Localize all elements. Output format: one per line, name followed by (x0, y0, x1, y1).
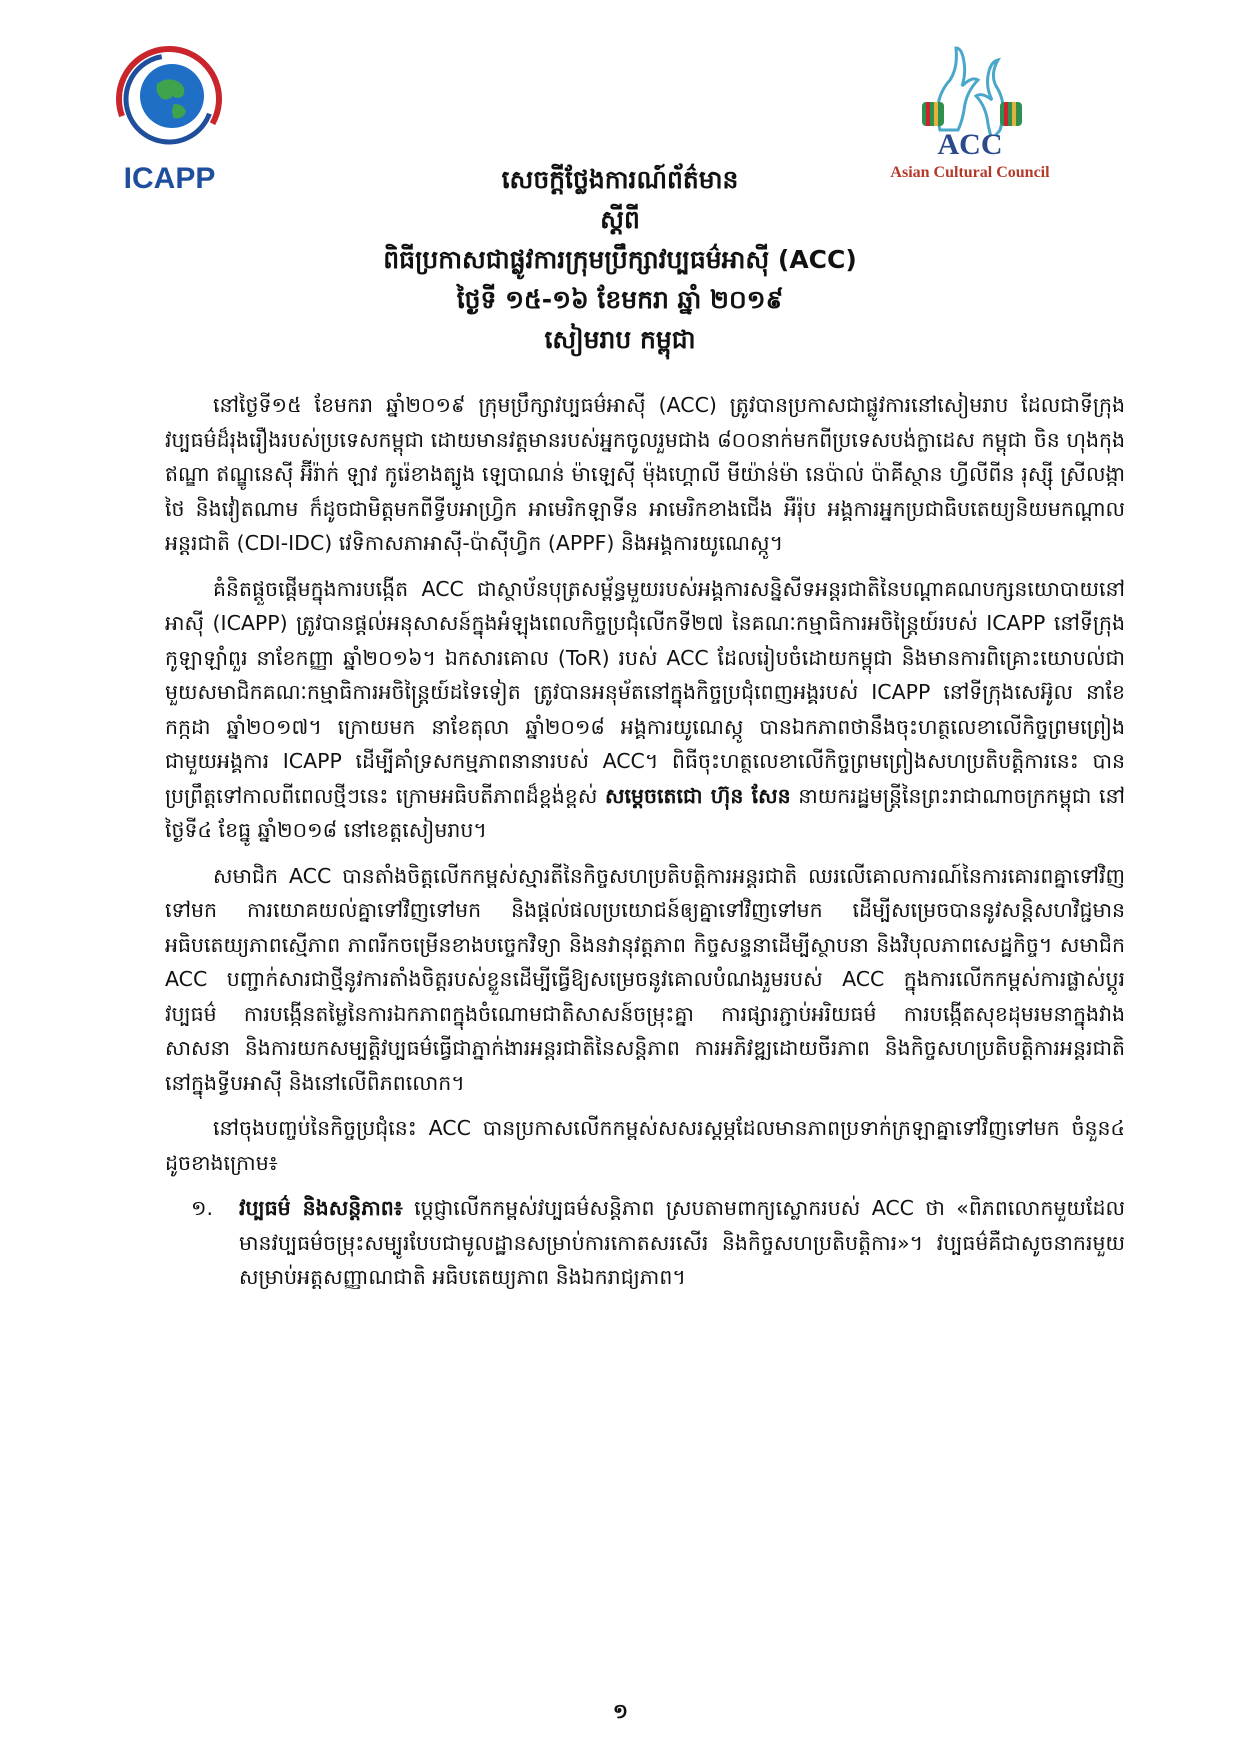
list-item (191, 1191, 1125, 1295)
pillars-list (165, 1191, 1125, 1295)
paragraph-3-text: សមាជិក ACC បានតាំងចិត្តលើកកម្ពស់ស្មារតីនៃកិច្ចសហប្រតិបត្តិការអន្តរជាតិ ឈរលើគោលការណ៍នៃការគោរពគ្នាទៅវិញទៅមក ការយោគយល់គ្នាទៅវិញទៅមក និងផ្តល់ផលប្រយោជន៍ឲ្យគ្នាទៅវិញទៅមក ដើម្បីសម្រេចបាននូវសន្តិសហវិជ្ជមាន អធិបតេយ្យភាពស្មើភាព ភាពរីកចម្រើនខាងបច្ចេកវិទ្យា និងនវានុវត្តភាព កិច្ចសន្ទនាដើម្បីស្ថាបនា និងវិបុលភាពសេដ្ឋកិច្ច។ សមាជិក ACC បញ្ជាក់សារជាថ្មីនូវការតាំងចិត្តរបស់ខ្លួនដើម្បីធ្វើឱ្យសម្រេចនូវគោលបំណងរួមរបស់ ACC ក្នុងការលើកកម្ពស់ការផ្លាស់ប្តូរវប្បធម៌ ការបង្កើនតម្លៃនៃការឯកភាពក្នុងចំណោមជាតិសាសន៍ចម្រុះគ្នា ការផ្សារភ្ជាប់អរិយធម៌ ការបង្កើតសុខដុមរមនាក្នុងវាងសាសនា និងការយកសម្បត្តិវប្បធម៌ធ្វើជាភ្នាក់ងារអន្តរជាតិនៃសន្តិភាព ការអភិវឌ្ឍដោយចីរភាព និងកិច្ចសហប្រតិបត្តិការអន្តរជាតិនៅក្នុងទ្វីបអាស៊ី និងនៅលើពិភពលោក។ (165, 863, 1125, 1095)
paragraph-4 (165, 1111, 1125, 1180)
document-heading (180, 160, 1060, 360)
paragraph-2-text-b: នាយករដ្ឋមន្ត្រីនៃព្រះរាជាណាចក្រកម្ពុជា នៅថ្ងៃទី៤ ខែធ្នូ ឆ្នាំ២០១៨ នៅខេត្តសៀមរាប។ (165, 783, 1125, 842)
heading-line-5: សៀមរាប កម្ពុជា (544, 325, 696, 354)
acc-logo-subtitle: Asian Cultural Council (890, 164, 1050, 181)
paragraph-2-bold-name: សម្តេចតេជោ ហ៊ុន សែន (604, 783, 791, 808)
list-item-number: ១. (191, 1196, 214, 1220)
paragraph-2-text-a: គំនិតផ្តួចផ្តើមក្នុងការបង្កើត ACC ជាស្ថាប័នបុត្រសម្ព័ន្ធមួយរបស់អង្គការសន្និសីទអន្តរជាតិនៃបណ្តាគណបក្សនយោបាយនៅអាស៊ី (ICAPP) ត្រូវបានផ្តល់អនុសាសន៍ក្នុងអំឡុងពេលកិច្ចប្រជុំលើកទី២៧ នៃគណៈកម្មាធិការអចិន្ត្រៃយ៍របស់ ICAPP នៅទីក្រុងកូឡាឡាំពួរ នាខែកញ្ញា ឆ្នាំ២០១៦។ ឯកសារគោល (ToR) របស់ ACC ដែលរៀបចំដោយកម្ពុជា និងមានការពិគ្រោះយោបល់ជាមួយសមាជិកគណៈកម្មាធិការអចិន្ត្រៃយ៍ដទៃទៀត ត្រូវបានអនុម័តនៅក្នុងកិច្ចប្រជុំពេញអង្គរបស់ ICAPP នៅទីក្រុងសេអ៊ូល នាខែកក្កដា ឆ្នាំ២០១៧។ ក្រោយមក នាខែតុលា ឆ្នាំ២០១៨ អង្គការយូណេស្កូ បានឯកភាពថានឹងចុះហត្ថលេខាលើកិច្ចព្រមព្រៀង ជាមួយអង្គការ ICAPP ដើម្បីគាំទ្រសកម្មភាពនានារបស់ ACC។ ពិធីចុះហត្ថលេខាលើកិច្ចព្រមព្រៀងសហប្រតិបត្តិការនេះ បានប្រព្រឹត្តទៅកាលពីពេលថ្មីៗនេះ ក្រោមអធិបតីភាពដ៏ខ្ពង់ខ្ពស់ (165, 576, 1125, 808)
paragraph-4-text: នៅចុងបញ្ចប់នៃកិច្ចប្រជុំនេះ ACC បានប្រកាសលើកកម្ពស់សសរស្តម្ភដែលមានភាពប្រទាក់ក្រឡាគ្នាទៅវិញទៅមក ចំនួន៤ ដូចខាងក្រោម៖ (165, 1116, 1125, 1175)
list-item-title: វប្បធម៌ និងសន្តិភាព៖ (239, 1196, 403, 1220)
list-item-text: ប្តេជ្ញាលើកកម្ពស់វប្បធម៌សន្តិភាព ស្របតាមពាក្យស្លោករបស់ ACC ថា «ពិភពលោកមួយដែលមានវប្បធម៌ចម្រុះសម្បូរបែបជាមូលដ្ឋានសម្រាប់ការកោតសរសើរ និងកិច្ចសហប្រតិបត្តិការ»។ វប្បធម៌គឺជាសូចនាករមួយសម្រាប់អត្តសញ្ញាណជាតិ អធិបតេយ្យភាព និងឯករាជ្យភាព។ (239, 1196, 1125, 1289)
acc-logo-text: ACC (937, 128, 1003, 161)
icapp-globe-logo-icon (112, 44, 227, 159)
heading-line-3: ពិធីប្រកាសជាផ្លូវការក្រុមប្រឹក្សាវប្បធម៌អាស៊ី (ACC) (383, 245, 857, 274)
heading-line-4: ថ្ងៃទី ១៥-១៦ ខែមករា ឆ្នាំ ២០១៩ (456, 285, 784, 314)
document-body (165, 388, 1125, 1295)
heading-line-2: ស្តីពី (600, 205, 640, 234)
page-number: ១ (612, 1699, 629, 1723)
paragraph-1-text: នៅថ្ងៃទី១៥ ខែមករា ឆ្នាំ២០១៩ ក្រុមប្រឹក្សាវប្បធម៌អាស៊ី (ACC) ត្រូវបានប្រកាសជាផ្លូវការនៅសៀមរាប ដែលជាទីក្រុងវប្បធម៌ដ៏រុងរឿងរបស់ប្រទេសកម្ពុជា ដោយមានវត្តមានរបស់អ្នកចូលរួមជាង ៨០០នាក់មកពីប្រទេសបង់ក្លាដេស កម្ពុជា ចិន ហុងកុង ឥណ្ឌា ឥណ្ឌូនេស៊ី អ៊ីរ៉ាក់ ឡាវ កូរ៉េខាងត្បូង ឡេបាណន់ ម៉ាឡេស៊ី ម៉ុងហ្គោលី មីយ៉ាន់ម៉ា នេប៉ាល់ ប៉ាគីស្ថាន ហ្វីលីពីន រុស្ស៊ី ស្រីលង្កា ថៃ និងវៀតណាម ក៏ដូចជាមិត្តមកពីទ្វីបអាហ្វ្រិក អាមេរិកឡាទីន អាមេរិកខាងជើង អឺរ៉ុប អង្គការអ្នកប្រជាធិបតេយ្យនិយមកណ្តាលអន្តរជាតិ (CDI-IDC) វេទិកាសភាអាស៊ី-ប៉ាស៊ីហ្វិក (APPF) និងអង្គការយូណេស្កូ។ (165, 393, 1125, 555)
paragraph-2 (165, 572, 1125, 848)
acc-hands-logo-icon (870, 40, 1070, 135)
icapp-logo-text: ICAPP (123, 162, 216, 195)
paragraph-3 (165, 859, 1125, 1101)
paragraph-1 (165, 388, 1125, 561)
heading-line-1: សេចក្តីថ្លែងការណ៍ព័ត៌មាន (501, 165, 739, 194)
